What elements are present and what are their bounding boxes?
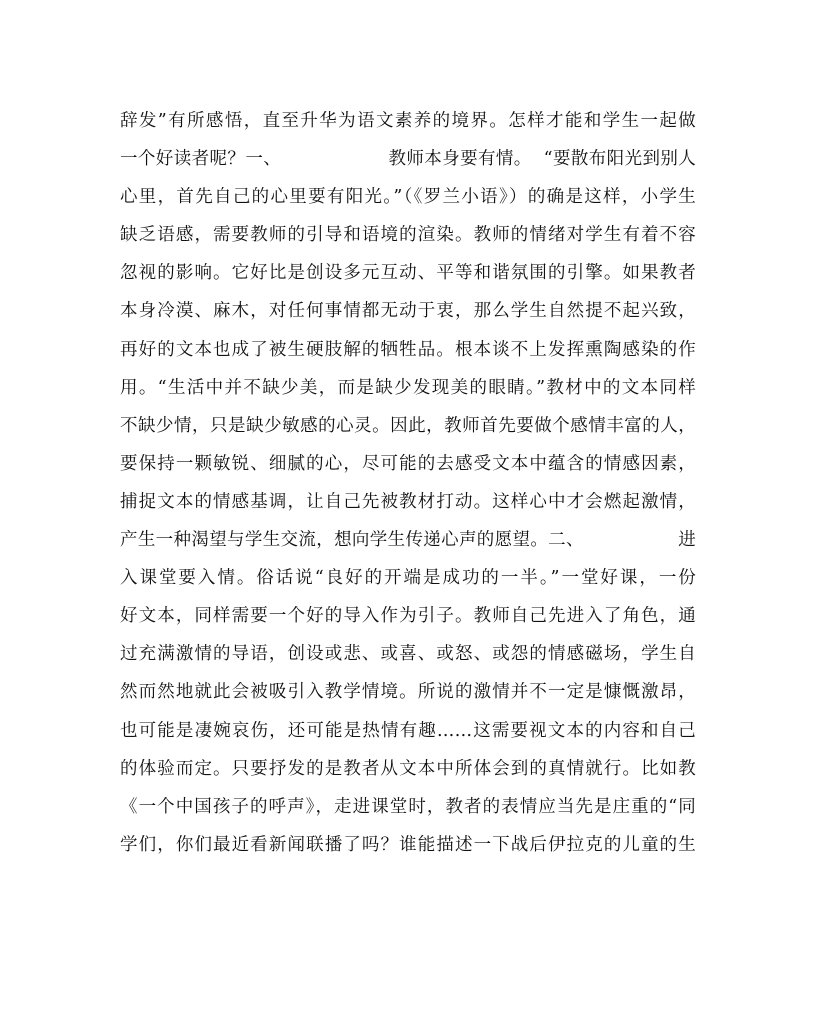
text-line: 要保持一颗敏锐、细腻的心，尽可能的去感受文本中蕴含的情感因素， — [120, 453, 696, 474]
text-line: 心里，首先自己的心里要有阳光。”（《罗兰小语》）的确是这样，小学生 — [120, 187, 696, 208]
text-line: 然而然地就此会被吸引入教学情境。所说的激情并不一定是慷慨激昂， — [120, 682, 696, 703]
text-line: 也可能是凄婉哀伤，还可能是热情有趣……这需要视文本的内容和自己 — [120, 720, 696, 741]
text-line: 本身冷漠、麻木，对任何事情都无动于衷，那么学生自然提不起兴致， — [120, 301, 696, 322]
text-line: 产生一种渴望与学生交流，想向学生传递心声的愿望。二、 进 — [120, 530, 696, 551]
text-line: 入课堂要入情。俗话说“良好的开端是成功的一半。”一堂好课，一份 — [120, 568, 696, 589]
text-line: 用。“生活中并不缺少美，而是缺少发现美的眼睛。”教材中的文本同样 — [120, 377, 696, 398]
text-line: 《一个中国孩子的呼声》，走进课堂时，教者的表情应当先是庄重的“同 — [120, 796, 696, 817]
text-line: 不缺少情，只是缺少敏感的心灵。因此，教师首先要做个感情丰富的人， — [120, 415, 696, 436]
text-line: 再好的文本也成了被生硬肢解的牺牲品。根本谈不上发挥熏陶感染的作 — [120, 339, 696, 360]
text-line: 捕捉文本的情感基调，让自己先被教材打动。这样心中才会燃起激情， — [120, 491, 696, 512]
text-line: 的体验而定。只要抒发的是教者从文本中所体会到的真情就行。比如教 — [120, 758, 696, 779]
body-text — [120, 102, 696, 864]
text-line: 缺乏语感，需要教师的引导和语境的渲染。教师的情绪对学生有着不容 — [120, 225, 696, 246]
text-line: 好文本，同样需要一个好的导入作为引子。教师自己先进入了角色，通 — [120, 606, 696, 627]
text-line: 学们，你们最近看新闻联播了吗？谁能描述一下战后伊拉克的儿童的生 — [120, 834, 696, 855]
text-line: 过充满激情的导语，创设或悲、或喜、或怒、或怨的情感磁场，学生自 — [120, 644, 696, 665]
text-line: 忽视的影响。它好比是创设多元互动、平等和谐氛围的引擎。如果教者 — [120, 263, 696, 284]
text-line: 辞发”有所感悟，直至升华为语文素养的境界。怎样才能和学生一起做 — [120, 111, 696, 131]
text-line: 一个好读者呢？一、 教师本身要有情。 “要散布阳光到别人 — [120, 149, 696, 170]
